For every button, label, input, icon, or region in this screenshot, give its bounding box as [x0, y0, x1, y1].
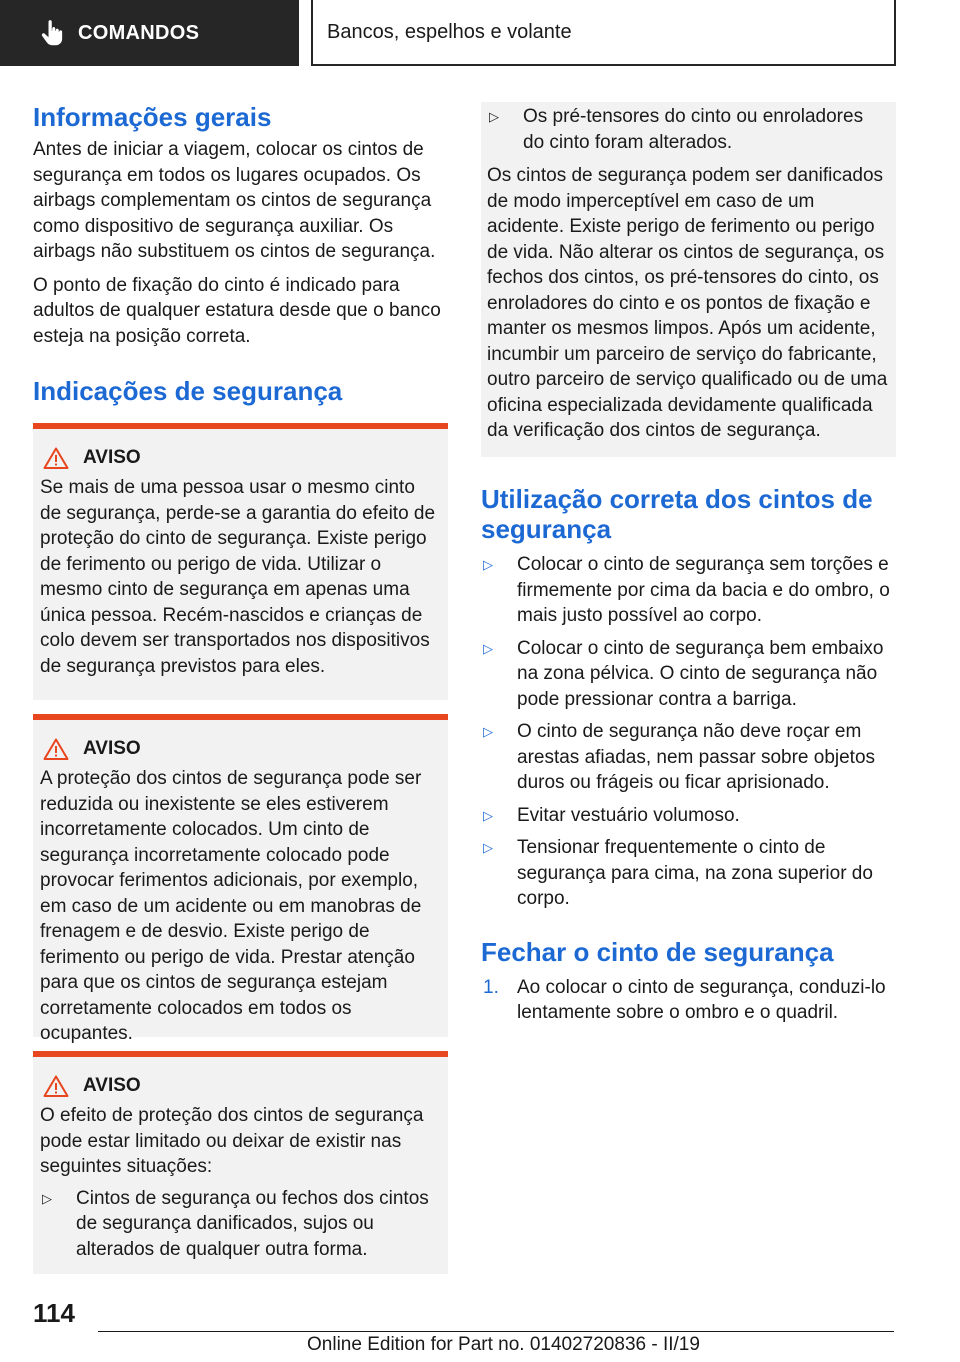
bullet-triangle-icon: ▷: [489, 109, 499, 124]
warning-box-1: [33, 423, 448, 700]
numbered-step: [481, 975, 896, 1026]
list-item-text: Colocar o cinto de segurança sem torções e firmemente por cima da bacia e do ombro, o mais justo possível ao corpo.: [517, 554, 890, 626]
usage-heading: Utilização correta dos cintos de segurança: [481, 484, 873, 544]
list-item: [481, 552, 896, 629]
warning-triangle-icon: [43, 447, 69, 469]
bullet-triangle-icon: ▷: [483, 840, 493, 855]
footer-edition: Online Edition for Part no. 01402720836 - II/19: [307, 1334, 700, 1355]
general-heading: Informações gerais: [33, 102, 272, 132]
warning-label: AVISO: [83, 1075, 141, 1096]
list-item-text: Evitar vestuário volumoso.: [517, 804, 740, 826]
footer-divider: [98, 1331, 894, 1332]
bullet-triangle-icon: ▷: [483, 640, 493, 656]
header-section-label: COMANDOS: [78, 21, 200, 44]
header-title: Bancos, espelhos e volante: [327, 20, 572, 43]
step-number: 1.: [483, 976, 499, 998]
list-item-text: Os pré-tensores do cinto ou enroladores do cinto foram alterados.: [523, 106, 864, 153]
right-column: [481, 100, 896, 1026]
list-item: [481, 803, 896, 829]
warning-text: A proteção dos cintos de segurança pode ser reduzida ou inexistente se eles estiverem incorretamente colocados. Um cinto de segurança incorretamente colocado pode provocar ferimentos adicionais, por exemplo, em caso de um acidente ou em manobras de frenagem e de desvio. Existe perigo de ferimento ou perigo de vida. Prestar atenção para que os cintos de segurança estejam corretamente colocados em todos os ocupantes.: [40, 768, 422, 1044]
list-item: [481, 835, 896, 912]
bullet-triangle-icon: ▷: [483, 724, 493, 739]
warning-box-2: [33, 714, 448, 1044]
warning-continued-text: Os cintos de segurança podem ser danificados de modo imperceptível em caso de um acidente. Existe perigo de ferimento ou perigo de vida. Não alterar os cintos de segurança, os fechos dos cintos, os pré-tensores do cinto, os enroladores do cinto e os pontos de fixação e manter os mesmos limpos. Após um acidente, incumbir um parceiro de serviço do fabricante, outro parceiro de serviço qualificado ou de uma oficina especializada devidamente qualificada da verificação dos cintos de segurança.: [487, 165, 888, 441]
list-item: [487, 104, 888, 155]
general-paragraph-2: O ponto de fixação do cinto é indicado para adultos de qualquer estatura desde que o banco esteja na posição correta.: [33, 274, 441, 347]
list-item: [481, 636, 896, 713]
warning-text: O efeito de proteção dos cintos de segurança pode estar limitado ou deixar de existir nas seguintes situações:: [40, 1105, 424, 1177]
header-title-box: [311, 0, 896, 66]
list-item-text: Colocar o cinto de segurança bem embaixo na zona pélvica. O cinto de segurança não pode pressionar contra a barriga.: [517, 637, 884, 710]
usage-list: [481, 552, 896, 912]
step-text: Ao colocar o cinto de segurança, conduzi-lo lentamente sobre o ombro e o quadril.: [517, 976, 886, 1023]
bullet-triangle-icon: ▷: [483, 557, 493, 572]
warning-triangle-icon: [43, 1075, 69, 1097]
list-item: [481, 719, 896, 796]
warning-text: Se mais de uma pessoa usar o mesmo cinto de segurança, perde-se a garantia do efeito de proteção do cinto de segurança. Existe perigo de ferimento ou perigo de vida. Utilizar o mesmo cinto de segurança em apenas uma única pessoa. Recém-nascidos e crianças de colo devem ser transportados nos dispositivos de segurança previstos para eles.: [40, 477, 436, 677]
list-item-text: O cinto de segurança não deve roçar em arestas afiadas, nem passar sobre objetos duros ou frágeis ou ficar aprisionado.: [517, 721, 876, 793]
warning-label: AVISO: [83, 738, 141, 759]
safety-heading: Indicações de segurança: [33, 376, 343, 406]
general-paragraph-1: Antes de iniciar a viagem, colocar os cintos de segurança em todos os lugares ocupados. Os airbags complementam os cintos de segurança como dispositivo de segurança auxiliar. Os airbags não substituem os cintos de segurança.: [33, 139, 436, 262]
bullet-triangle-icon: ▷: [42, 1190, 52, 1206]
list-item-text: Cintos de segurança ou fechos dos cintos de segurança danificados, sujos ou alterados de qualquer outra forma.: [76, 1187, 429, 1260]
list-item-text: Tensionar frequentemente o cinto de segurança para cima, na zona superior do corpo.: [517, 837, 873, 909]
bullet-triangle-icon: ▷: [483, 807, 493, 823]
page-number: 114: [33, 1298, 75, 1328]
list-item: [40, 1186, 440, 1263]
left-column: [33, 100, 448, 1274]
header-section-tab: [0, 0, 299, 66]
warning-triangle-icon: [43, 738, 69, 760]
fasten-heading: Fechar o cinto de segurança: [481, 936, 834, 967]
warning-label: AVISO: [83, 447, 141, 468]
hand-pointer-icon: [38, 19, 66, 47]
warning-box-3: [33, 1051, 448, 1274]
warning-box-3-continued: [481, 102, 896, 457]
